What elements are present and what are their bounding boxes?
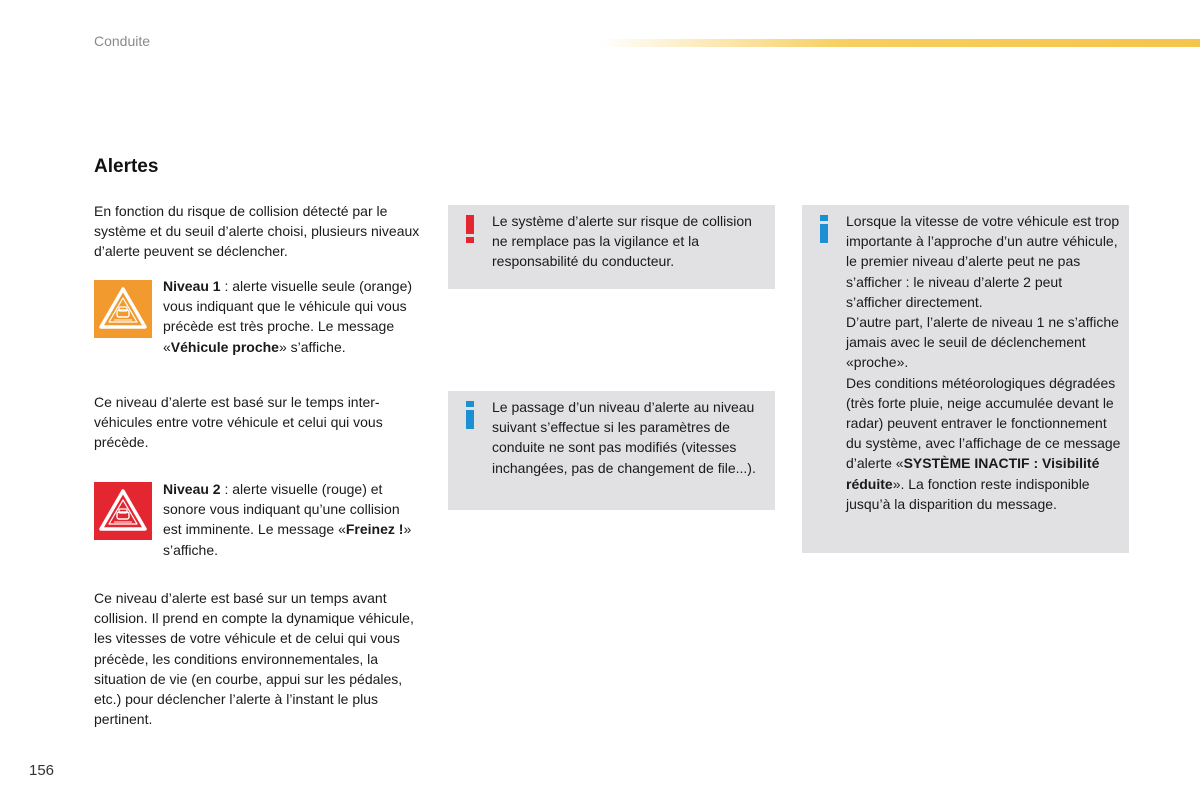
- level1-text-b: » s’affiche.: [278, 338, 346, 355]
- warning-triangle-car-icon: [94, 280, 152, 338]
- info2-text-c: Des conditions météorologiques dégradées (très forte pluie, neige accumulée devant le radar) peuvent entraver le fonctionnement du système, avec l’affichage de ce message d’alerte «: [846, 374, 1121, 472]
- info-note-box-2: [802, 205, 1129, 553]
- level2-message: Freinez !: [345, 521, 404, 538]
- intro-paragraph: En fonction du risque de collision détecté par le système et du seuil d’alerte choisi, plusieurs niveaux d’alerte peuvent se déclencher.: [94, 203, 420, 260]
- warning-triangle-car-icon: [94, 482, 152, 540]
- level1-note: Ce niveau d’alerte est basé sur le temps inter-véhicules entre votre véhicule et celui qui vous précède.: [94, 394, 383, 451]
- level2-text-a: : alerte visuelle (rouge) et sonore vous indiquant qu’une collision est imminente. Le message «: [163, 481, 400, 538]
- info2-text-d: ». La fonction reste indisponible jusqu’à la disparition du message.: [846, 475, 1090, 512]
- level1-text-a: : alerte visuelle seule (orange) vous indiquant que le véhicule qui vous précède est très proche. Le message «: [163, 278, 413, 355]
- level2-label: Niveau 2: [163, 481, 221, 497]
- page-title: Alertes: [94, 156, 159, 177]
- info2-message: SYSTÈME INACTIF : Visibilité réduite: [846, 455, 1100, 492]
- info-note-text-1: Le passage d’un niveau d’alerte au niveau suivant s’effectue si les paramètres de conduite ne sont pas modifiés (vitesses inchangées, pas de changement de file...).: [492, 399, 756, 476]
- page-number: 156: [29, 762, 55, 779]
- info-icon: [462, 399, 478, 429]
- level1-label: Niveau 1: [163, 278, 221, 294]
- header-accent-bar: [600, 39, 1200, 47]
- info2-text-a: Lorsque la vitesse de votre véhicule est trop importante à l’approche d’un autre véhicule, le premier niveau d’alerte peut ne pas s’afficher : le niveau d’alerte 2 peut s’afficher directement.: [846, 213, 1120, 310]
- exclamation-icon: [462, 213, 478, 243]
- level1-paragraph: [163, 276, 413, 357]
- section-header: Conduite: [94, 33, 151, 49]
- level2-text-b: » s’affiche.: [163, 521, 412, 558]
- warning-note-box: [448, 205, 775, 289]
- info2-text-b: D’autre part, l’alerte de niveau 1 ne s’affiche jamais avec le seuil de déclenchement «proche».: [846, 314, 1119, 371]
- level2-note: Ce niveau d’alerte est basé sur un temps avant collision. Il prend en compte la dynamique véhicule, les vitesses de votre véhicule et de celui qui vous précède, les conditions environnementales, la situation de vie (en courbe, appui sur les pédales, etc.) pour déclencher l’alerte à l’instant le plus pertinent.: [94, 590, 414, 728]
- info-note-box-1: [448, 391, 775, 510]
- level1-message: Véhicule proche: [170, 338, 279, 355]
- warning-note-text: Le système d’alerte sur risque de collision ne remplace pas la vigilance et la responsabilité du conducteur.: [492, 213, 752, 270]
- level2-paragraph: [163, 479, 418, 560]
- info-icon: [816, 213, 832, 243]
- info-note-text-2: [846, 211, 1121, 514]
